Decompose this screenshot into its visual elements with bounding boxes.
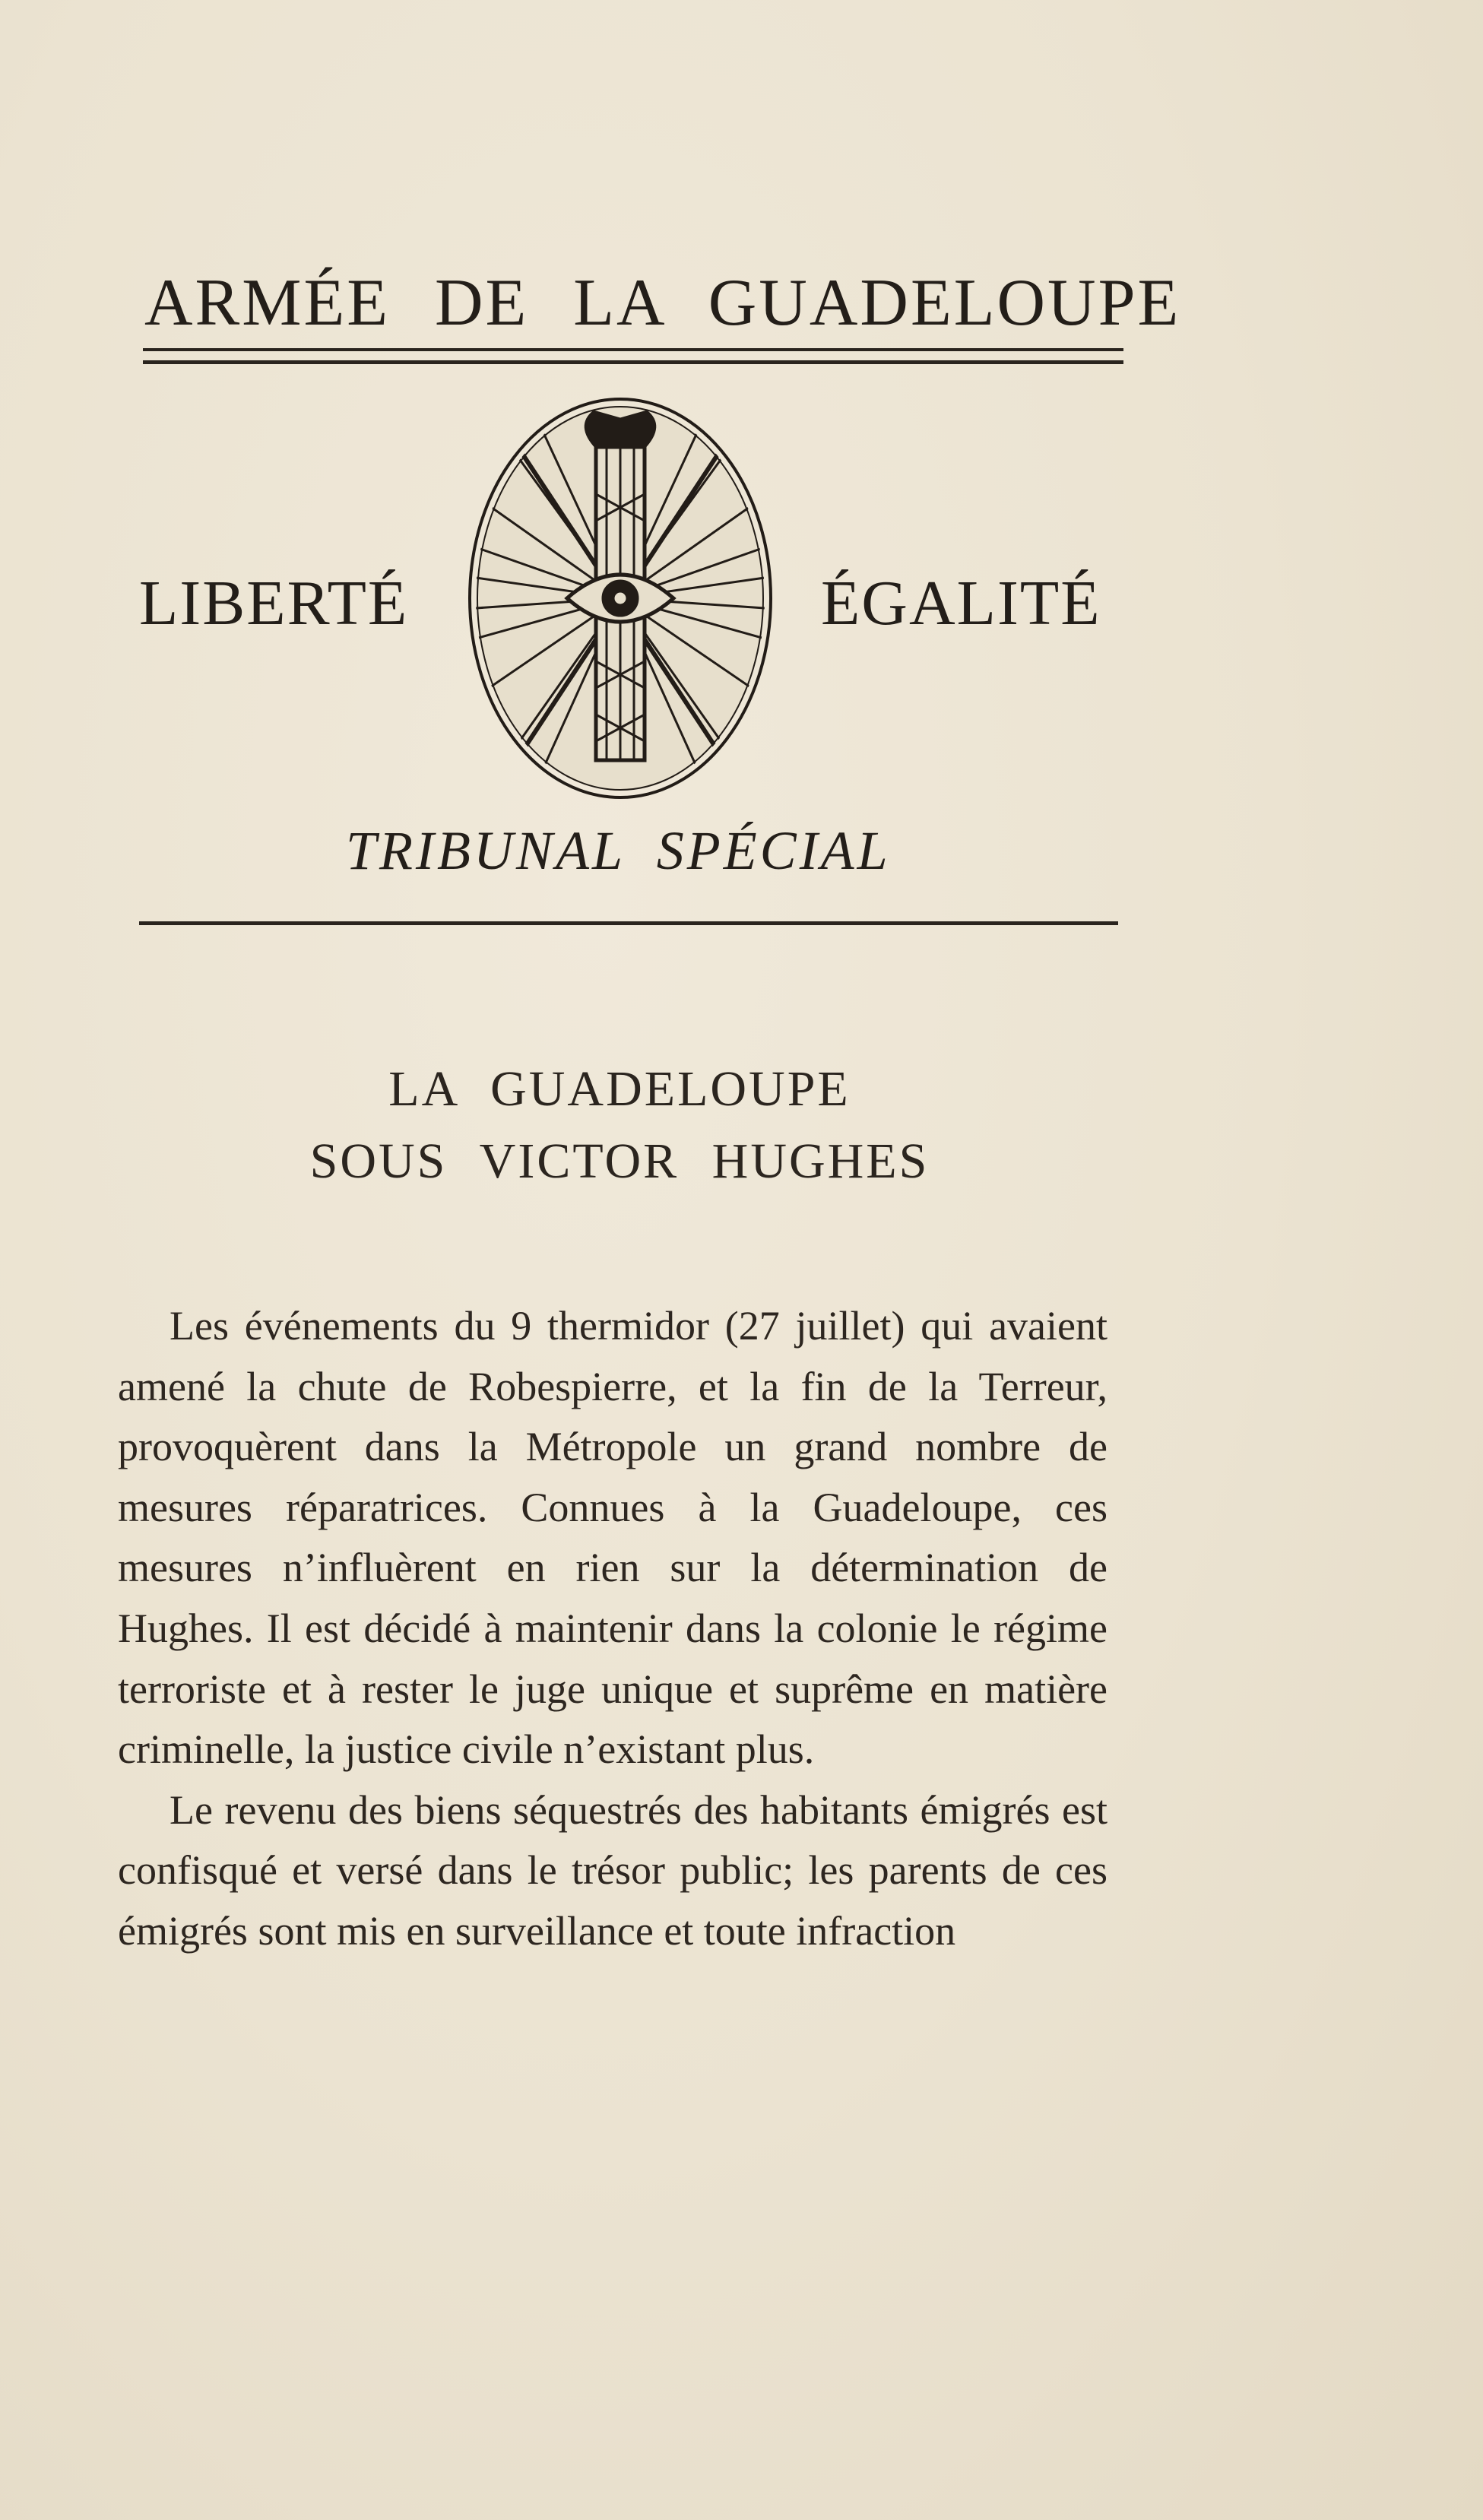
army-heading: ARMÉE DE LA GUADELOUPE — [144, 266, 1181, 340]
tribunal-rule — [139, 921, 1118, 925]
heading-rule-lower — [143, 360, 1123, 364]
paragraph-2: Le revenu des biens séquestrés des habitants émigrés est confisqué et versé dans le trésor public; les parents de ces émigrés sont mis en surveillance et toute infraction — [118, 1786, 1107, 1954]
tribunal-heading: TRIBUNAL SPÉCIAL — [346, 820, 891, 881]
chapter-title-line-1: LA GUADELOUPE — [388, 1061, 851, 1117]
motto-egalite: ÉGALITÉ — [821, 568, 1101, 639]
republican-seal-icon — [461, 395, 780, 802]
paragraph-1: Les événements du 9 thermidor (27 juillet) qui avaient amené la chute de Robespierre, et la fin de la Terreur, provoquèrent dans la Métropole un grand nombre de mesures réparatrices. Connues à la Guadeloupe, ces mesures n’influèrent en rien sur la détermination de Hughes. Il est décidé à maintenir dans la colonie le régime terroriste et à rester le juge unique et suprême en matière criminelle, la justice civile n’existant plus. — [118, 1303, 1107, 1773]
motto-liberte: LIBERTÉ — [139, 568, 409, 639]
body-text — [118, 1296, 1107, 1962]
heading-rule-upper — [143, 348, 1123, 351]
chapter-title-line-2: SOUS VICTOR HUGHES — [309, 1133, 930, 1189]
